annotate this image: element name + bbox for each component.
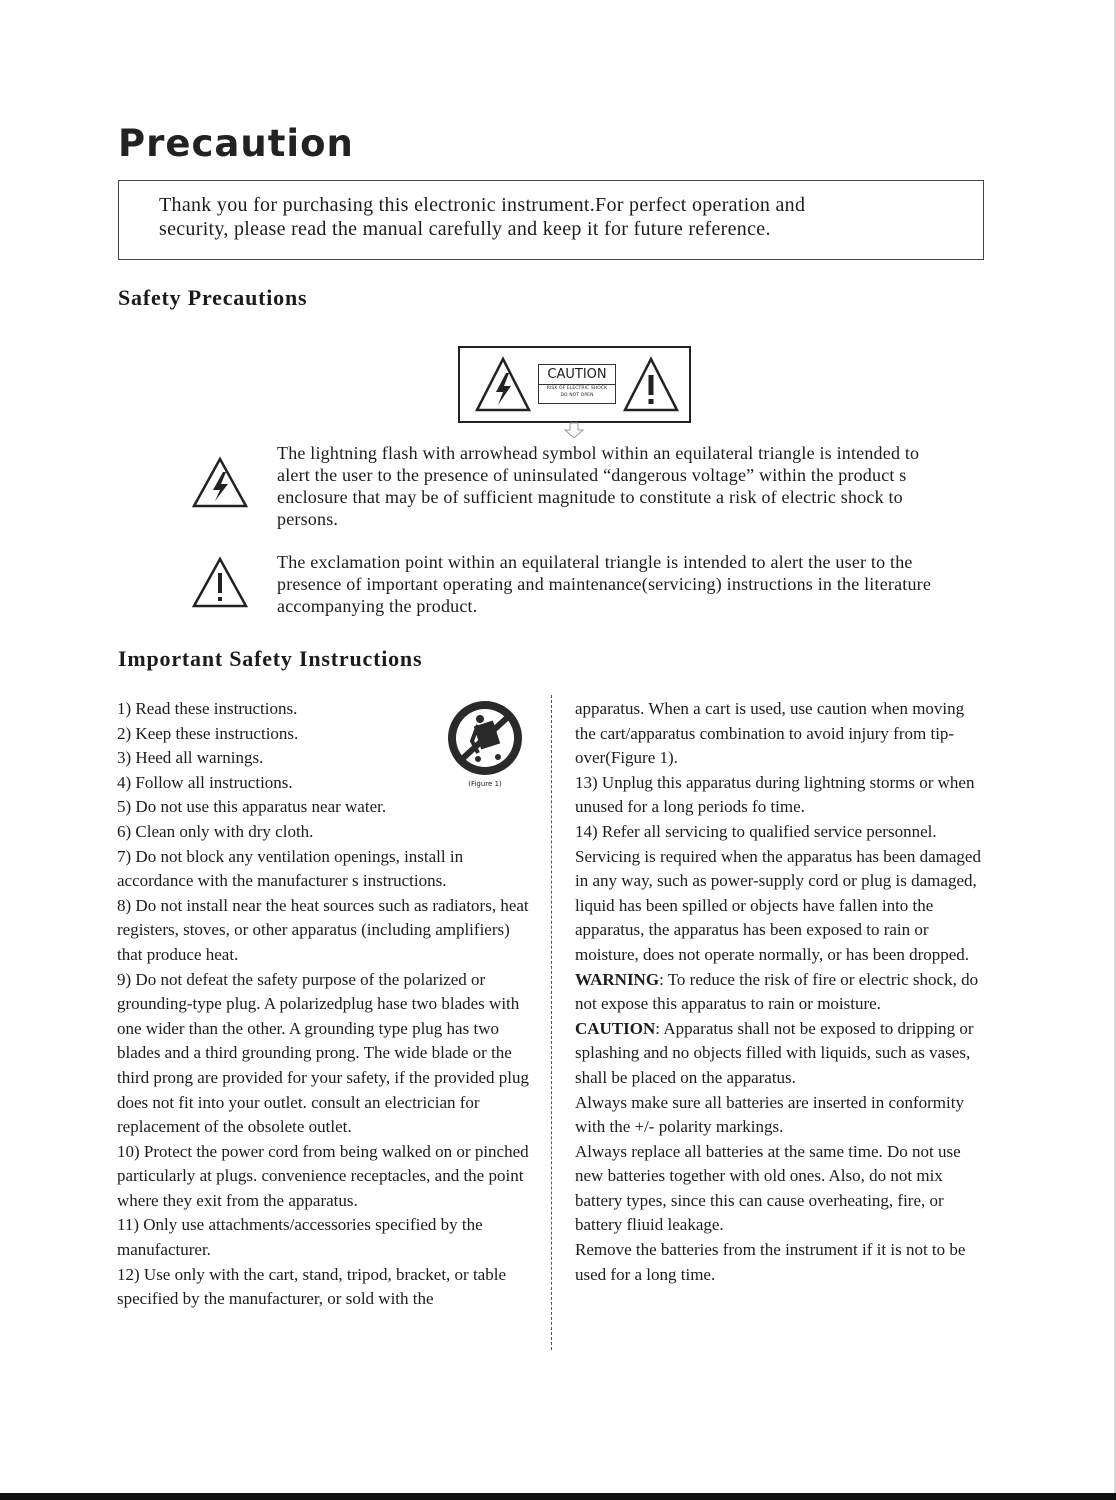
warning-paragraph <box>575 968 985 1017</box>
lightning-symbol-description <box>277 442 937 530</box>
instruction-item: 3) Heed all warnings. <box>117 748 264 768</box>
instruction-item: 10) Protect the power cord from being walked on or pinched particularly at plugs. convenience receptacles, and the point where they exit from the apparatus. <box>117 1141 529 1210</box>
caution-label-graphic <box>458 346 691 423</box>
exclamation-symbol-description <box>277 551 937 617</box>
figure-caption: (Figure 1) <box>468 780 502 788</box>
warning-label: WARNING <box>575 969 660 989</box>
lightning-triangle-icon <box>191 456 249 510</box>
instruction-item: 2) Keep these instructions. <box>117 723 299 743</box>
caution-text: : Apparatus shall not be exposed to dripping or splashing and no objects filled with liquids, such as vases, shall be placed on the apparatus. <box>575 1018 974 1087</box>
intro-line-2: security, please read the manual carefully and keep it for future reference. <box>159 218 771 240</box>
instruction-item: 5) Do not use this apparatus near water. <box>117 797 387 817</box>
page-title: Precaution <box>118 122 354 165</box>
instruction-item: 6) Clean only with dry cloth. <box>117 821 314 841</box>
instruction-item: 1) Read these instructions. <box>117 699 298 718</box>
battery-note: Remove the batteries from the instrument if it is not to be used for a long time. <box>575 1240 966 1284</box>
exclamation-triangle-icon <box>191 556 249 610</box>
instruction-continuation: apparatus. When a cart is used, use caution when moving the cart/apparatus combination to avoid injury from tip-over(Figure 1). <box>575 699 965 768</box>
intro-line-1: Thank you for purchasing this electronic instrument.For perfect operation and <box>159 194 806 216</box>
intro-box <box>118 180 984 260</box>
exclamation-symbol-text: The exclamation point within an equilateral triangle is intended to alert the user to the presence of important operating and maintenance(servicing) instructions in the literature accompanying the product. <box>277 552 932 616</box>
caution-donotopen-text: DO NOT OPEN <box>560 393 594 398</box>
instruction-item: 14) Refer all servicing to qualified service personnel. Servicing is required when the apparatus has been damaged in any way, such as power-supply cord or plug is damaged, liquid has been spilled or objects have fallen into the apparatus, the apparatus has been exposed to rain or moisture, does not operate normally, or has been dropped. <box>575 821 981 964</box>
instructions-right-column <box>575 697 985 1287</box>
exclamation-triangle-icon <box>622 356 680 414</box>
caution-label-text: CAUTION <box>575 1018 656 1038</box>
lightning-symbol-text: The lightning flash with arrowhead symbol within an equilateral triangle is intended to alert the user to the presence of uninsulated “dangerous voltage” within the product s enclosure that may be of sufficient magnitude to constitute a risk of electric shock to persons. <box>277 443 920 529</box>
battery-note: Always replace all batteries at the same time. Do not use new batteries together with old ones. Also, do not mix battery types, since this can cause overheating, fire, or battery fliuid leakage. <box>575 1141 961 1235</box>
instruction-item: 12) Use only with the cart, stand, tripod, bracket, or table specified by the manufacturer, or sold with the <box>117 1264 506 1309</box>
warning-text: : To reduce the risk of fire or electric shock, do not expose this apparatus to rain or moisture. <box>575 969 979 1014</box>
instruction-item: 9) Do not defeat the safety purpose of the polarized or grounding-type plug. A polarizedplug hase two blades with one wider than the other. A grounding type plug has two blades and a third grounding prong. The wide blade or the third prong are provided for your safety, if the provided plug does not fit into your outlet. consult an electrician for replacement of the obsolete outlet. <box>117 969 529 1137</box>
column-divider <box>551 695 552 1350</box>
instruction-item: 7) Do not block any ventilation openings, install in accordance with the manufacturer s instructions. <box>117 846 464 891</box>
lightning-triangle-icon <box>474 356 532 414</box>
caution-paragraph <box>575 1017 985 1091</box>
caution-label <box>538 364 616 404</box>
instruction-item: 13) Unplug this apparatus during lightning storms or when unused for a long periods fo time. <box>575 772 975 817</box>
instruction-item: 4) Follow all instructions. <box>117 772 293 792</box>
caution-risk-text: RISK OF ELECTRIC SHOCK <box>546 386 608 391</box>
safety-precautions-heading: Safety Precautions <box>118 285 308 310</box>
page-bottom-edge <box>0 1493 1116 1500</box>
arrow-down-icon <box>562 422 586 440</box>
battery-note: Always make sure all batteries are inserted in conformity with the +/- polarity markings. <box>575 1092 964 1137</box>
instruction-item: 8) Do not install near the heat sources such as radiators, heat registers, stoves, or other apparatus (including amplifiers) that produce heat. <box>117 895 529 964</box>
caution-word: CAUTION <box>539 365 615 385</box>
instructions-left-column <box>117 697 537 1312</box>
important-safety-heading: Important Safety Instructions <box>118 646 423 671</box>
instruction-item: 11) Only use attachments/accessories specified by the manufacturer. <box>117 1215 483 1260</box>
